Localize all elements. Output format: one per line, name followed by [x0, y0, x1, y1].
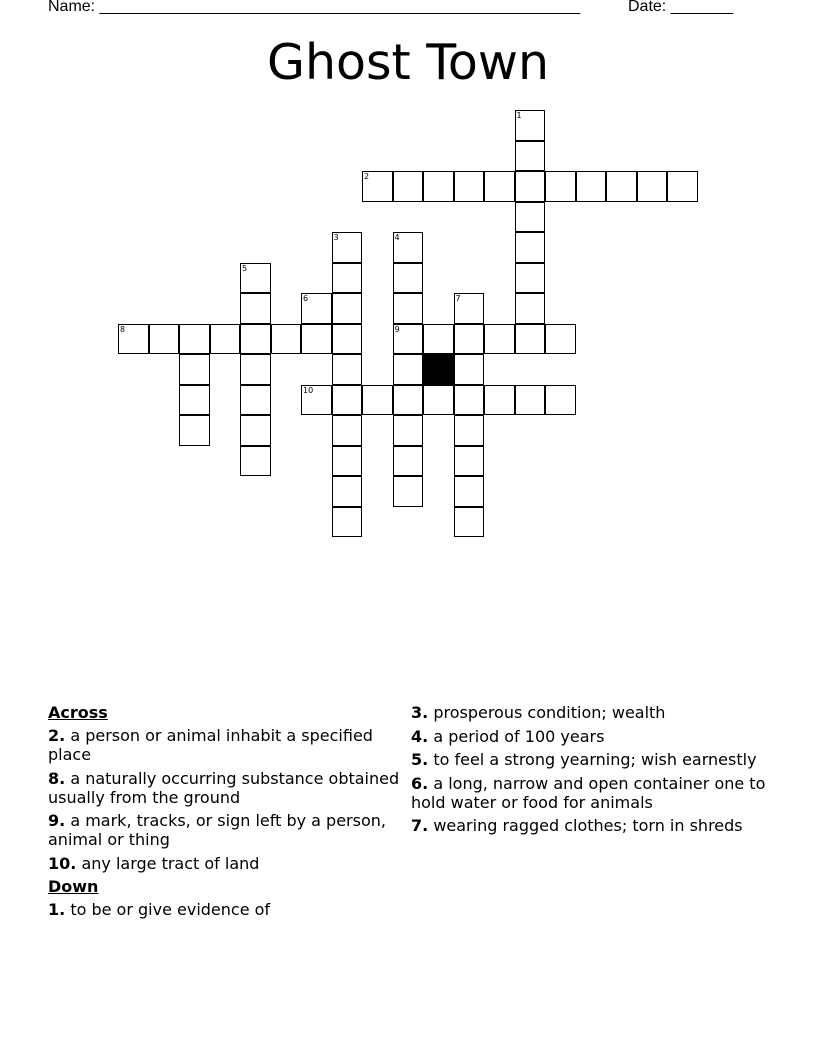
clue-number: 10. — [48, 853, 77, 873]
grid-cell[interactable] — [454, 293, 485, 324]
clue-number: 7 — [455, 294, 461, 303]
grid-cell[interactable] — [332, 476, 363, 507]
clue-number: 4. — [411, 726, 429, 746]
clue-text: to be or give evidence of — [70, 900, 271, 919]
across-heading: Across — [48, 703, 108, 722]
grid-cell[interactable] — [301, 385, 332, 416]
grid-cell[interactable] — [393, 354, 424, 385]
grid-cell[interactable] — [545, 324, 576, 355]
grid-cell[interactable] — [332, 415, 363, 446]
clue-number: 6. — [411, 773, 429, 793]
grid-cell[interactable] — [454, 354, 485, 385]
grid-cell[interactable] — [576, 171, 607, 202]
clue-item — [411, 727, 783, 746]
grid-cell[interactable] — [240, 293, 271, 324]
clue-number: 5. — [411, 750, 429, 769]
grid-cell[interactable] — [393, 385, 424, 416]
clue-item — [48, 854, 408, 873]
grid-cell[interactable] — [515, 171, 546, 202]
clue-item — [411, 816, 783, 835]
grid-cell[interactable] — [484, 171, 515, 202]
clue-number: 9 — [394, 324, 400, 334]
clue-number: 6 — [303, 294, 309, 303]
grid-cell[interactable] — [454, 324, 485, 355]
grid-cell[interactable] — [423, 385, 454, 416]
clue-item — [411, 750, 783, 769]
grid-cell[interactable] — [484, 324, 515, 355]
grid-cell[interactable] — [179, 354, 210, 385]
clue-text: wearing ragged clothes; torn in shreds — [433, 816, 743, 835]
clue-item — [411, 774, 783, 812]
clue-number: 8. — [48, 768, 66, 788]
grid-cell[interactable] — [515, 324, 546, 355]
grid-cell[interactable] — [454, 476, 485, 507]
grid-cell[interactable] — [667, 171, 698, 202]
clue-number: 3. — [411, 703, 429, 722]
clue-text: a period of 100 years — [433, 726, 605, 746]
grid-cell[interactable] — [423, 324, 454, 355]
grid-cell[interactable] — [149, 324, 180, 355]
grid-cell[interactable] — [515, 263, 546, 294]
clue-number: 8 — [120, 324, 126, 334]
grid-cell[interactable] — [240, 415, 271, 446]
grid-cell[interactable] — [362, 171, 393, 202]
grid-cell[interactable] — [332, 324, 363, 355]
grid-cell[interactable] — [393, 263, 424, 294]
clues-right-column — [411, 703, 783, 840]
grid-cell[interactable] — [301, 293, 332, 324]
grid-cell[interactable] — [454, 171, 485, 202]
clue-number: 4 — [394, 233, 400, 242]
grid-cell[interactable] — [332, 232, 363, 263]
clue-item — [48, 811, 408, 849]
grid-cell[interactable] — [393, 446, 424, 477]
clue-number: 7. — [411, 816, 429, 835]
date-field[interactable]: Date: _______ — [628, 0, 733, 15]
grid-cell[interactable] — [484, 385, 515, 416]
grid-cell[interactable] — [393, 476, 424, 507]
clue-number: 1 — [516, 111, 522, 120]
grid-cell[interactable] — [393, 324, 424, 355]
clue-item — [48, 769, 408, 807]
grid-cell[interactable] — [454, 385, 485, 416]
clue-number: 10 — [303, 385, 314, 395]
grid-cell[interactable] — [179, 385, 210, 416]
grid-cell[interactable] — [606, 171, 637, 202]
grid-cell[interactable] — [271, 324, 302, 355]
clue-text: a long, narrow and open container one to hold water or food for animals — [411, 773, 766, 812]
grid-cell[interactable] — [637, 171, 668, 202]
black-cell — [423, 354, 454, 385]
clue-number: 1. — [48, 900, 66, 919]
clue-number: 2 — [364, 172, 370, 181]
grid-cell[interactable] — [179, 415, 210, 446]
grid-cell[interactable] — [332, 354, 363, 385]
clue-item — [411, 703, 783, 722]
grid-cell[interactable] — [545, 385, 576, 416]
clue-number: 3 — [333, 233, 339, 242]
grid-cell[interactable] — [210, 324, 241, 355]
clues-left-column — [48, 703, 408, 924]
grid-cell[interactable] — [515, 232, 546, 263]
grid-cell[interactable] — [545, 171, 576, 202]
grid-cell[interactable] — [240, 354, 271, 385]
grid-cell[interactable] — [393, 171, 424, 202]
grid-cell[interactable] — [332, 385, 363, 416]
grid-cell[interactable] — [332, 507, 363, 538]
grid-cell[interactable] — [332, 263, 363, 294]
clue-number: 2. — [48, 726, 66, 745]
clue-text: to feel a strong yearning; wish earnestly — [433, 750, 757, 769]
grid-cell[interactable] — [454, 446, 485, 477]
grid-cell[interactable] — [454, 415, 485, 446]
grid-cell[interactable] — [179, 324, 210, 355]
clue-text: any large tract of land — [81, 853, 260, 873]
clue-text: prosperous condition; wealth — [433, 703, 666, 722]
down-heading: Down — [48, 877, 99, 896]
grid-cell[interactable] — [118, 324, 149, 355]
clue-number: 5 — [242, 263, 248, 273]
grid-cell[interactable] — [515, 385, 546, 416]
grid-cell[interactable] — [393, 415, 424, 446]
grid-cell[interactable] — [240, 263, 271, 294]
grid-cell[interactable] — [240, 324, 271, 355]
clue-item — [48, 726, 408, 764]
puzzle-title: Ghost Town — [266, 34, 550, 91]
grid-cell[interactable] — [240, 385, 271, 416]
grid-cell[interactable] — [515, 202, 546, 233]
grid-cell[interactable] — [332, 293, 363, 324]
grid-cell[interactable] — [454, 507, 485, 538]
grid-cell[interactable] — [362, 385, 393, 416]
clue-text: a mark, tracks, or sign left by a person, animal or thing — [48, 811, 386, 849]
grid-cell[interactable] — [423, 171, 454, 202]
clue-text: a naturally occurring substance obtained usually from the ground — [48, 768, 400, 807]
grid-cell[interactable] — [515, 141, 546, 172]
grid-cell[interactable] — [301, 324, 332, 355]
clue-text: a person or animal inhabit a specified place — [48, 726, 373, 764]
grid-cell[interactable] — [240, 446, 271, 477]
grid-cell[interactable] — [332, 446, 363, 477]
grid-cell[interactable] — [393, 293, 424, 324]
clue-number: 9. — [48, 811, 66, 830]
name-field[interactable]: Name: ______________________________________________________ — [48, 0, 581, 15]
grid-cell[interactable] — [515, 293, 546, 324]
grid-cell[interactable] — [515, 110, 546, 141]
clue-item — [48, 900, 408, 919]
grid-cell[interactable] — [393, 232, 424, 263]
